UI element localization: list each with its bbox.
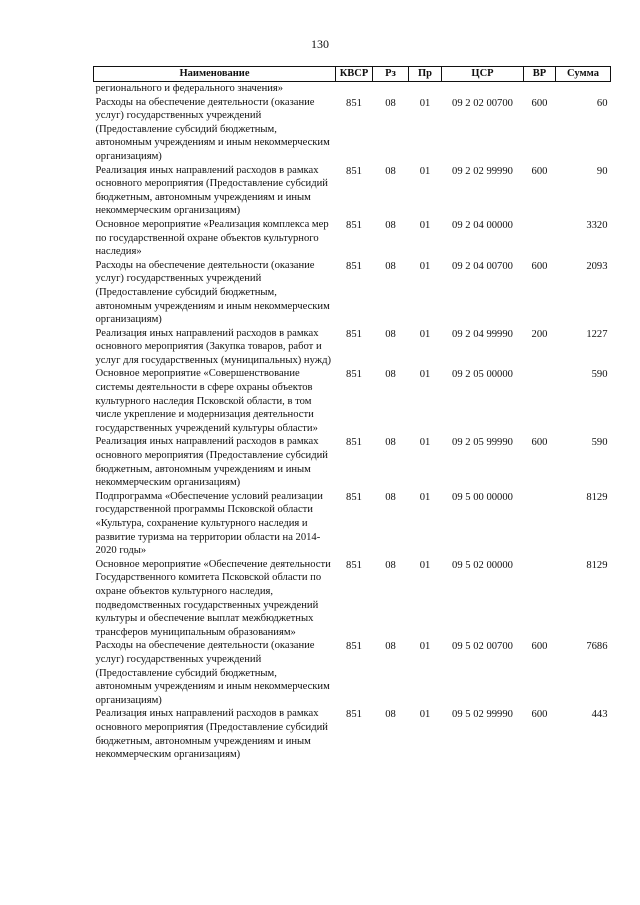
row-sum: 8129 <box>586 559 608 571</box>
row-pr: 01 <box>419 641 431 653</box>
row-rz: 08 <box>385 491 396 503</box>
row-kvsr: 851 <box>346 641 362 653</box>
row-vr <box>524 367 556 435</box>
header-vr: ВР <box>524 67 556 82</box>
row-pr: 01 <box>419 219 431 231</box>
table-row <box>94 490 611 558</box>
row-sum: 3320 <box>586 219 608 231</box>
header-sum: Сумма <box>556 67 611 82</box>
row-vr: 600 <box>531 165 548 177</box>
row-kvsr <box>336 82 373 96</box>
row-vr <box>524 82 556 96</box>
table-row <box>94 435 611 489</box>
row-csr: 09 2 05 00000 <box>452 369 513 381</box>
table-body <box>94 82 611 762</box>
row-pr: 01 <box>419 709 431 721</box>
row-kvsr: 851 <box>346 709 362 721</box>
budget-table <box>93 66 611 762</box>
table-row <box>94 96 611 164</box>
header-name: Наименование <box>94 67 336 82</box>
row-pr: 01 <box>419 165 431 177</box>
row-kvsr: 851 <box>346 97 362 109</box>
row-pr: 01 <box>419 97 431 109</box>
row-rz: 08 <box>385 369 396 381</box>
row-name: Реализация иных направлений расходов в рамках основного мероприятия (Предоставление субсидий бюджетным, автономным учреждениям и иным некоммерческим организациям) <box>95 436 328 489</box>
row-name: Реализация иных направлений расходов в рамках основного мероприятия (Предоставление субсидий бюджетным, автономным учреждениям и иным некоммерческим организациям) <box>95 164 328 217</box>
row-pr: 01 <box>419 328 431 340</box>
row-rz: 08 <box>385 97 396 109</box>
row-csr: 09 5 02 00700 <box>452 641 513 653</box>
row-csr: 09 2 04 99990 <box>452 328 513 340</box>
table-row <box>94 558 611 640</box>
row-rz: 08 <box>385 219 396 231</box>
row-csr: 09 2 04 00700 <box>452 260 513 272</box>
row-sum <box>556 82 611 96</box>
row-pr <box>409 82 442 96</box>
table-row <box>94 218 611 259</box>
row-kvsr: 851 <box>346 328 362 340</box>
header-pr: Пр <box>409 67 442 82</box>
row-vr <box>524 490 556 558</box>
row-pr: 01 <box>419 369 431 381</box>
row-vr: 600 <box>531 709 548 721</box>
row-name: Основное мероприятие «Совершенствование системы деятельности в сфере охраны объектов культурного наследия Псковской области, в том числе укрепление и модернизация деятельности государственных учреждений культуры области» <box>95 368 318 434</box>
row-name: Основное мероприятие «Обеспечение деятельности Государственного комитета Псковской области по охране объектов культурного наследия, подведомственных государственных учреждений культуры и обеспечение выплат межбюджетных трансферов муниципальным образованиям» <box>95 558 331 638</box>
row-sum: 60 <box>596 97 608 109</box>
row-vr: 600 <box>531 641 548 653</box>
row-name: Реализация иных направлений расходов в рамках основного мероприятия (Предоставление субсидий бюджетным, автономным учреждениям и иным некоммерческим организациям) <box>95 708 328 761</box>
row-sum: 443 <box>591 709 608 721</box>
row-name: Реализация иных направлений расходов в рамках основного мероприятия (Закупка товаров, работ и услуг для государственных (муниципальных) нужд) <box>95 327 331 366</box>
table-row <box>94 367 611 435</box>
row-vr: 600 <box>531 260 548 272</box>
row-kvsr: 851 <box>346 437 362 449</box>
row-name: регионального и федерального значения» <box>95 83 284 94</box>
row-csr: 09 2 02 99990 <box>452 165 513 177</box>
row-name: Расходы на обеспечение деятельности (оказание услуг) государственных учреждений (Предоставление субсидий бюджетным, автономным учреждениям и иным некоммерческим организациям) <box>95 640 330 706</box>
table-row <box>94 164 611 218</box>
header-rz: Рз <box>373 67 409 82</box>
row-sum: 90 <box>596 165 608 177</box>
row-rz: 08 <box>385 709 396 721</box>
row-pr: 01 <box>419 491 431 503</box>
row-sum: 590 <box>591 437 608 449</box>
row-rz: 08 <box>385 641 396 653</box>
page-number: 130 <box>311 37 329 51</box>
row-kvsr: 851 <box>346 369 362 381</box>
row-rz: 08 <box>385 328 396 340</box>
row-csr: 09 5 00 00000 <box>452 491 513 503</box>
row-name: Расходы на обеспечение деятельности (оказание услуг) государственных учреждений (Предоставление субсидий бюджетным, автономным учреждениям и иным некоммерческим организациям) <box>95 96 330 162</box>
header-kvsr: КВСР <box>336 67 373 82</box>
row-kvsr: 851 <box>346 491 362 503</box>
row-kvsr: 851 <box>346 219 362 231</box>
row-name: Расходы на обеспечение деятельности (оказание услуг) государственных учреждений (Предоставление субсидий бюджетным, автономным учреждениям и иным некоммерческим организациям) <box>95 259 330 326</box>
row-kvsr: 851 <box>346 165 362 177</box>
row-vr <box>524 558 556 640</box>
row-sum: 590 <box>591 369 608 381</box>
row-sum: 7686 <box>586 641 608 653</box>
row-rz: 08 <box>385 437 396 449</box>
row-kvsr: 851 <box>346 559 362 571</box>
table-row <box>94 259 611 327</box>
table-row <box>94 707 611 761</box>
row-name: Основное мероприятие «Реализация комплекса мер по государственной охране объектов культурного наследия» <box>95 218 329 258</box>
row-vr: 600 <box>531 437 548 449</box>
row-rz: 08 <box>385 165 396 177</box>
row-csr: 09 2 04 00000 <box>452 219 513 231</box>
row-csr: 09 5 02 00000 <box>452 559 513 571</box>
table-row <box>94 82 611 96</box>
row-sum: 8129 <box>586 491 608 503</box>
table-row <box>94 327 611 368</box>
row-pr: 01 <box>419 260 431 272</box>
row-csr: 09 5 02 99990 <box>452 709 513 721</box>
row-rz: 08 <box>385 260 396 272</box>
row-vr <box>524 218 556 259</box>
row-sum: 2093 <box>586 260 608 272</box>
row-vr: 200 <box>531 328 548 340</box>
row-kvsr: 851 <box>346 260 362 272</box>
header-csr: ЦСР <box>442 67 524 82</box>
row-csr: 09 2 02 00700 <box>452 97 513 109</box>
row-rz: 08 <box>385 559 396 571</box>
row-rz <box>373 82 409 96</box>
row-pr: 01 <box>419 559 431 571</box>
row-csr: 09 2 05 99990 <box>452 437 513 449</box>
table-header-row <box>94 67 611 82</box>
row-csr <box>442 82 524 96</box>
row-pr: 01 <box>419 437 431 449</box>
row-name: Подпрограмма «Обеспечение условий реализации государственной программы Псковской области «Культура, сохранение культурного наследия и развитие туризма на территории области на 2014-2020 годы» <box>95 490 323 557</box>
row-vr: 600 <box>531 97 548 109</box>
table-row <box>94 639 611 707</box>
row-sum: 1227 <box>586 328 608 340</box>
